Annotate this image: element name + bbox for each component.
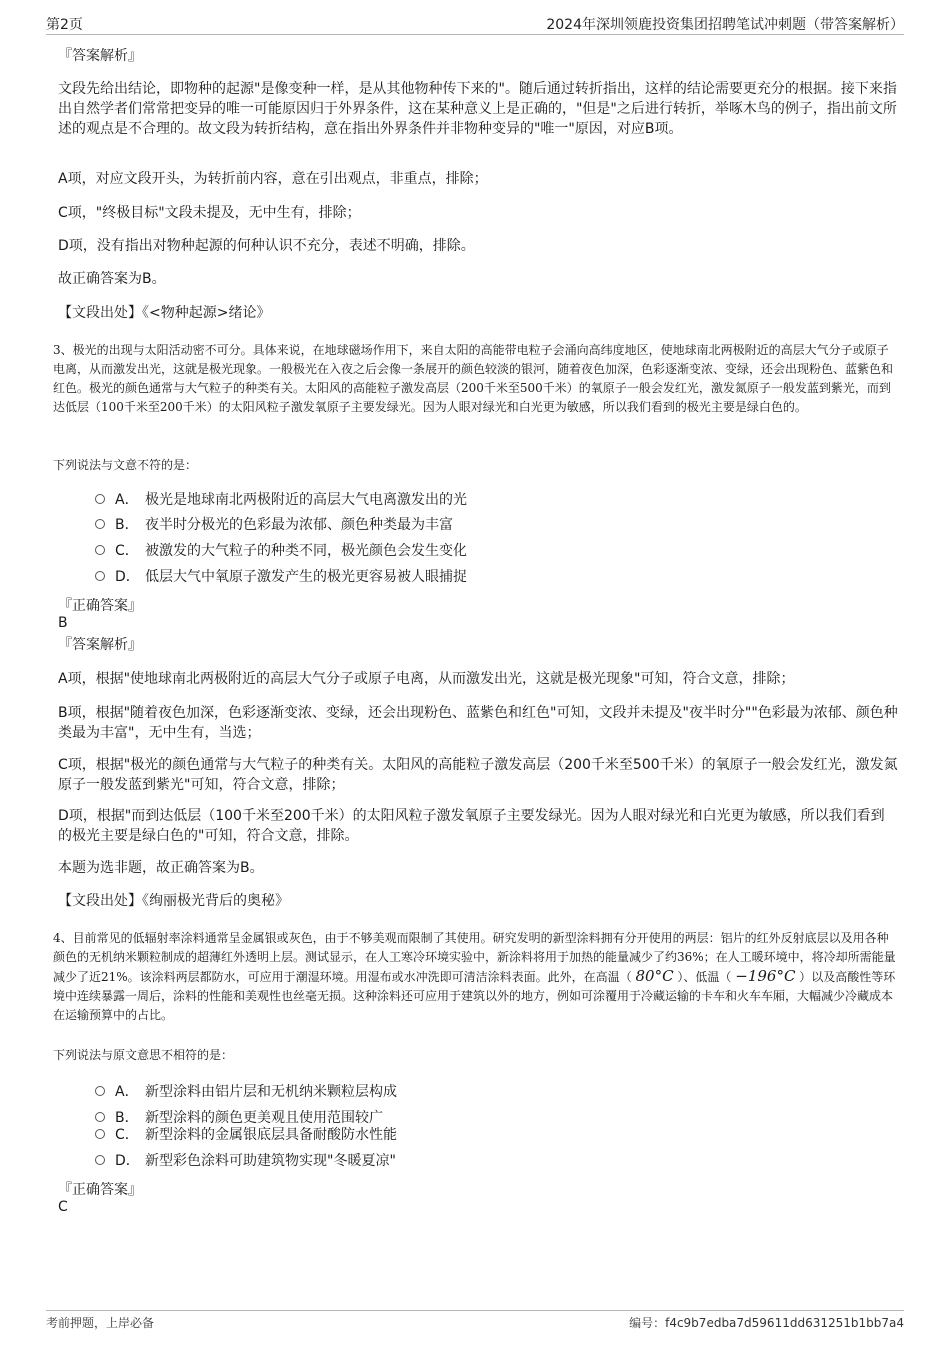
q4-option-a[interactable]	[95, 1082, 397, 1102]
low-temperature: −196°C	[735, 967, 796, 985]
option-text: 夜半时分极光的色彩最为浓郁、颜色种类最为丰富	[145, 517, 453, 533]
q2-analysis-label: 『答案解析』	[58, 48, 142, 64]
q3-stem: 3、极光的出现与太阳活动密不可分。具体来说，在地球磁场作用下，来自太阳的高能带电粒子会涌向高纬度地区，使地球南北两极附近的高层大气分子或原子电离，从而激发出光，这就是极光现象。一般极光在入夜之后会像一条展开的颜色较淡的银河，随着夜色加深，色彩逐渐变浓、变绿，还会出现粉色、蓝紫色和红色。极光的颜色通常与大气粒子的种类有关。太阳风的高能粒子激发高层（200千米至500千米）的氧原子一般会发红光，激发氮原子一般发蓝到紫光，而到达低层（100千米至200千米）的太阳风粒子激发氧原子主要发绿光。因为人眼对绿光和白光更为敏感，所以我们看到的极光主要是绿白色的。	[53, 343, 894, 414]
option-letter: B．	[115, 517, 139, 533]
footer-slogan: 考前押题，上岸必备	[46, 1316, 155, 1330]
q3-source: 【文段出处】《绚丽极光背后的奥秘》	[58, 893, 289, 909]
document-title: 2024年深圳领鹿投资集团招聘笔试冲刺题（带答案解析）	[546, 17, 904, 33]
q4-option-c[interactable]	[95, 1125, 397, 1145]
page-number: 第2页	[46, 17, 83, 33]
q3-analysis-label: 『答案解析』	[58, 637, 142, 653]
q3-option-c[interactable]	[95, 541, 467, 561]
q2-source: 【文段出处】《<物种起源>绪论》	[58, 305, 271, 321]
q2-analysis-paragraph: 文段先给出结论，即物种的起源"是像变种一样，是从其他物种传下来的"。随后通过转折指出，这样的结论需要更充分的根据。接下来指出自然学者们常常把变异的唯一可能原因归于外界条件，这在某种意义上是正确的，"但是"之后进行转折，举啄木鸟的例子，指出前文所述的观点是不合理的。故文段为转折结构，意在指出外界条件并非物种变异的"唯一"原因，对应B项。	[58, 81, 897, 137]
radio-icon[interactable]	[95, 1112, 105, 1122]
q2-analysis-d: D项，没有指出对物种起源的何种认识不充分，表述不明确，排除。	[58, 238, 475, 254]
option-text: 新型涂料由铝片层和无机纳米颗粒层构成	[145, 1084, 397, 1100]
document-serial: 编号：f4c9b7edba7d59611dd631251b1bb7a4	[629, 1316, 904, 1330]
q3-analysis-c: C项，根据"极光的颜色通常与大气粒子的种类有关。太阳风的高能粒子激发高层（200千米至500千米）的氧原子一般会发红光，激发氮原子一般发蓝到紫光"可知，符合文意，排除；	[58, 757, 898, 793]
q3-analysis-b: B项，根据"随着夜色加深，色彩逐渐变浓、变绿，还会出现粉色、蓝紫色和红色"可知，文段并未提及"夜半时分""色彩最为浓郁、颜色种类最为丰富"，无中生有，当选；	[58, 705, 898, 741]
q4-option-d[interactable]	[95, 1151, 396, 1171]
q3-option-a[interactable]	[95, 490, 467, 510]
radio-icon[interactable]	[95, 519, 105, 529]
q4-stem-mid: ）、低温（	[677, 970, 732, 984]
option-text: 新型涂料的金属银底层具备耐酸防水性能	[145, 1127, 397, 1143]
q4-stem-part2: ）以及高酸性等环境中连续暴露一周后，涂料的性能和美观性也丝毫无损。这种涂料还可应用于建筑以外的地方，例如可涂覆用于冷藏运输的卡车和火车车厢，大幅减少冷藏成本在运输预算中的占比。	[53, 970, 896, 1022]
q4-stem: 4、目前常见的低辐射率涂料通常呈金属银或灰色，由于不够美观而限制了其使用。研究发明的新型涂料拥有分开使用的两层：铝片的红外反射底层以及用各种颜色的无机纳米颗粒制成的超薄红外透明上层。测试显示，在人工寒冷环境实验中，新涂料将用于加热的能量减少了约36%；在人工暖环境中，将冷却所需能量减少了近21%。该涂料两层都防水，可应用于潮湿环境。用湿布或水冲洗即可清洁涂料表面。此外，在高温（ 80°C ）、低温（ −196°C ）以及高酸性等环境中连续暴露一周后，涂料的性能和美观性也丝毫无损。这种涂料还可应用于建筑以外的地方，例如可涂覆用于冷藏运输的卡车和火车车厢，大幅减少冷藏成本在运输预算中的占比。	[53, 931, 896, 1022]
option-letter: A．	[115, 1084, 139, 1100]
footer-divider	[46, 1310, 904, 1311]
radio-icon[interactable]	[95, 1129, 105, 1139]
q2-analysis-a: A项，对应文段开头，为转折前内容，意在引出观点，非重点，排除；	[58, 171, 488, 187]
radio-icon[interactable]	[95, 1155, 105, 1165]
option-text: 新型涂料的颜色更美观且使用范围较广	[145, 1110, 383, 1126]
option-letter: C．	[115, 1127, 139, 1143]
option-letter: D．	[115, 1153, 140, 1169]
radio-icon[interactable]	[95, 1086, 105, 1096]
q2-analysis-c: C项，"终极目标"文段未提及，无中生有，排除；	[58, 205, 361, 221]
q3-analysis-a: A项，根据"使地球南北两极附近的高层大气分子或原子电离，从而激发出光，这就是极光现象"可知，符合文意，排除；	[58, 671, 795, 687]
option-text: 被激发的大气粒子的种类不同，极光颜色会发生变化	[145, 543, 467, 559]
q3-correct-label: 『正确答案』	[58, 598, 142, 614]
q3-option-d[interactable]	[95, 567, 467, 587]
radio-icon[interactable]	[95, 494, 105, 504]
q3-question: 下列说法与文意不符的是：	[53, 458, 198, 472]
q4-correct-label: 『正确答案』	[58, 1182, 142, 1198]
option-text: 极光是地球南北两极附近的高层大气电离激发出的光	[145, 492, 467, 508]
q2-answer-line: 故正确答案为B。	[58, 271, 166, 287]
option-letter: C．	[115, 543, 139, 559]
option-text: 新型彩色涂料可助建筑物实现"冬暖夏凉"	[145, 1153, 396, 1169]
option-text: 低层大气中氧原子激发产生的极光更容易被人眼捕捉	[145, 569, 467, 585]
q3-option-b[interactable]	[95, 515, 453, 535]
q4-correct-value: C	[58, 1199, 68, 1215]
q3-correct-value: B	[58, 615, 68, 631]
header-divider	[46, 34, 904, 35]
radio-icon[interactable]	[95, 571, 105, 581]
radio-icon[interactable]	[95, 545, 105, 555]
q4-question: 下列说法与原文意思不相符的是：	[53, 1048, 234, 1062]
q3-answer-line: 本题为选非题，故正确答案为B。	[58, 860, 264, 876]
q3-analysis-d: D项，根据"而到达低层（100千米至200千米）的太阳风粒子激发氧原子主要发绿光。因为人眼对绿光和白光更为敏感，所以我们看到的极光主要是绿白色的"可知，符合文意，排除。	[58, 808, 885, 844]
option-letter: B．	[115, 1110, 139, 1126]
high-temperature: 80°C	[635, 967, 674, 985]
option-letter: D．	[115, 569, 140, 585]
q4-stem-part1: 4、目前常见的低辐射率涂料通常呈金属银或灰色，由于不够美观而限制了其使用。研究发明的新型涂料拥有分开使用的两层：铝片的红外反射底层以及用各种颜色的无机纳米颗粒制成的超薄红外透明上层。测试显示，在人工寒冷环境实验中，新涂料将用于加热的能量减少了约36%；在人工暖环境中，将冷却所需能量减少了近21%。该涂料两层都防水，可应用于潮湿环境。用湿布或水冲洗即可清洁涂料表面。此外，在高温	[53, 931, 896, 984]
option-letter: A．	[115, 492, 139, 508]
